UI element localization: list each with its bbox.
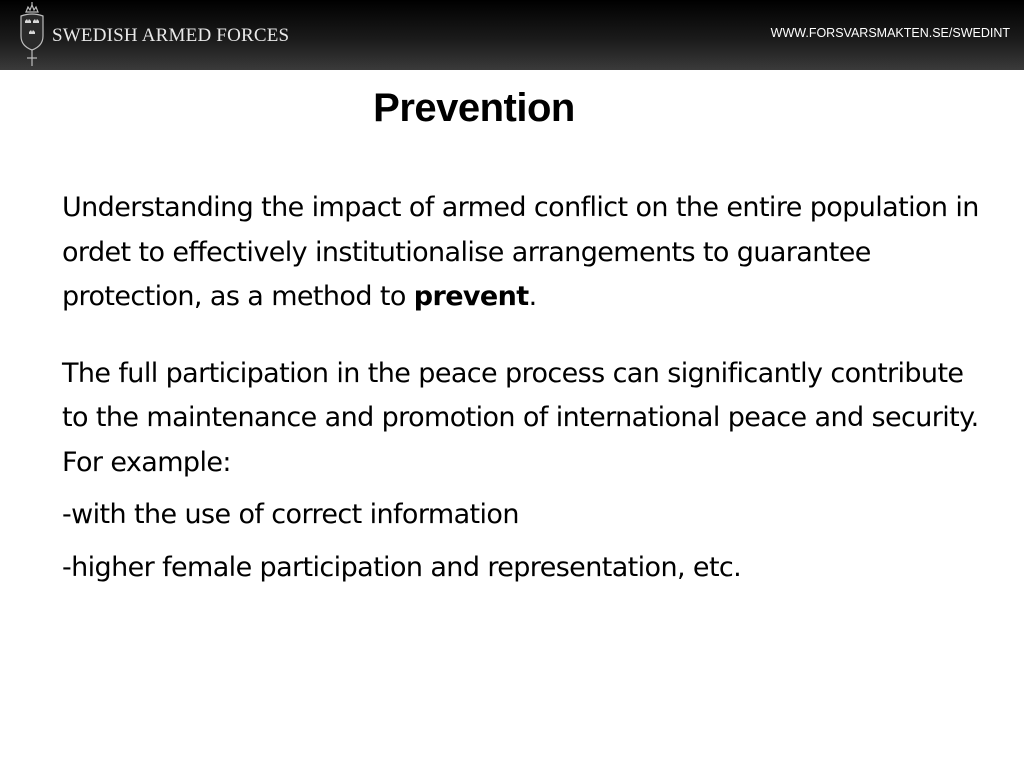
slide-body: [62, 186, 982, 590]
website-url: WWW.FORSVARSMAKTEN.SE/SWEDINT: [770, 26, 1010, 40]
slide-title: Prevention: [373, 86, 575, 130]
brand-name: SWEDISH ARMED FORCES: [52, 25, 290, 46]
header-bar: [0, 0, 1024, 70]
paragraph-understanding: [62, 186, 982, 320]
emphasis-prevent: prevent: [413, 281, 529, 312]
three-crowns-crest-icon: [14, 2, 50, 68]
paragraph-tail: .: [528, 281, 537, 312]
list-item-information: -with the use of correct information: [62, 499, 519, 530]
paragraph-text: Understanding the impact of armed conflict on the entire population in ordet to effectively institutionalise arrangements to guarantee protection, as a method to: [62, 192, 979, 312]
paragraph-participation: The full participation in the peace process can significantly contribute to the maintenance and promotion of international peace and security. For example:: [62, 357, 979, 478]
list-item-female-participation: -higher female participation and representation, etc.: [62, 551, 742, 583]
